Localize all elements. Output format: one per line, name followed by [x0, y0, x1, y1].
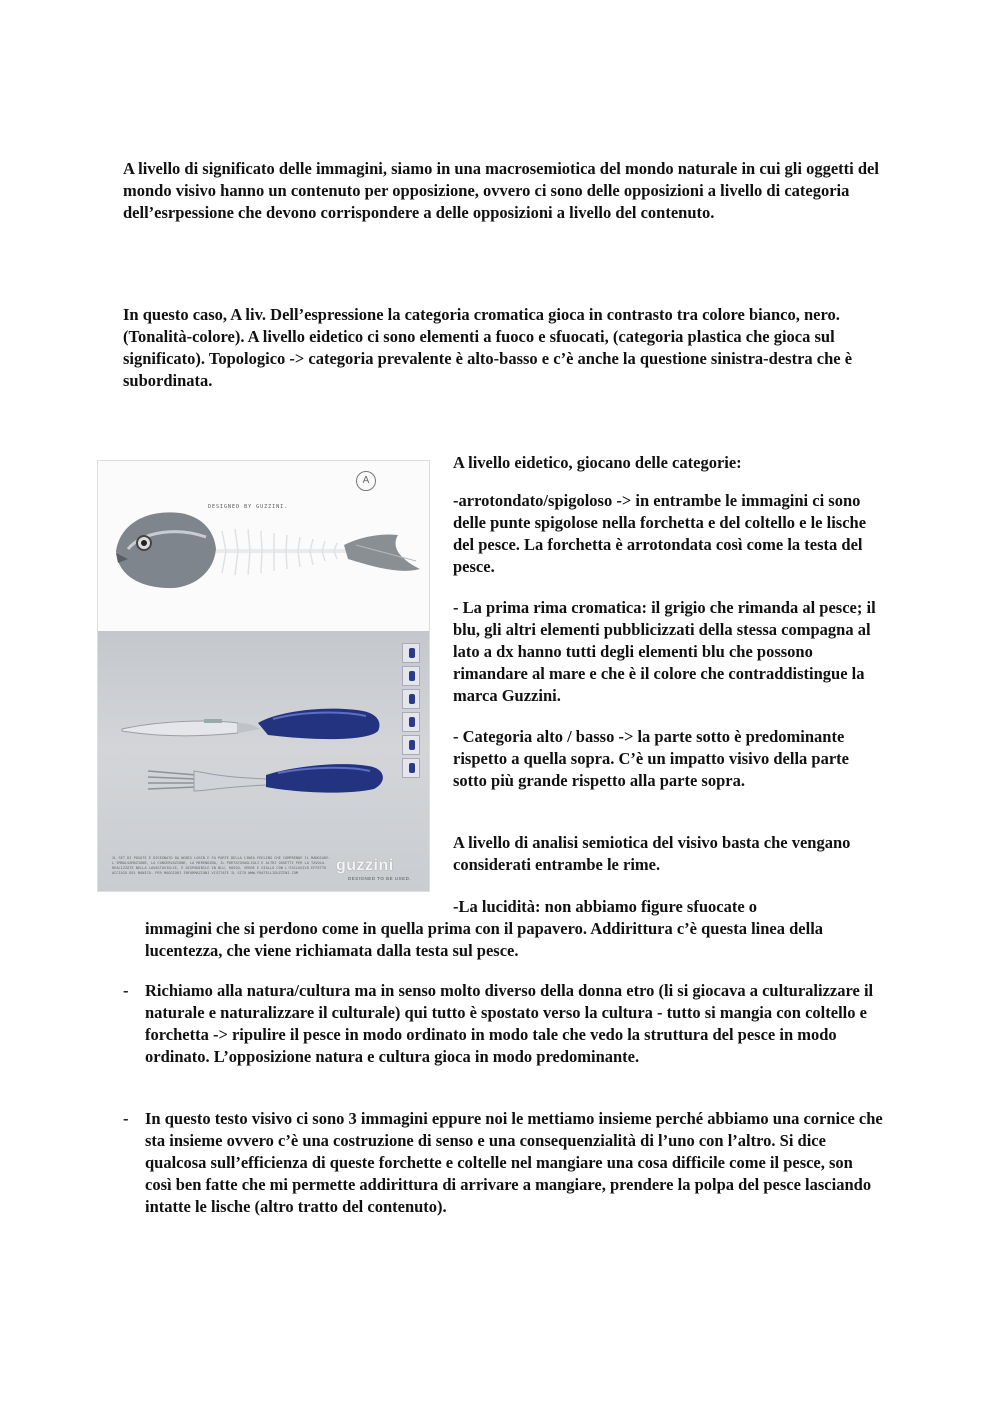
arrotondato-paragraph: -arrotondato/spigoloso -> in entrambe le immagini ci sono delle punte spigolose nella forchetta e del coltello e le lische del pesce. La forchetta è arrotondata così come la testa del pesce. — [453, 491, 867, 576]
product-thumbnail — [402, 643, 420, 663]
rima-cromatica-paragraph: - La prima rima cromatica: il grigio che rimanda al pesce; il blu, gli altri elementi pubblicizzati della stessa compagna al lato a dx hanno tutti degli elementi blu che possono rimandare al mare e che è il colore che contraddistingue la marca Guzzini. — [453, 598, 876, 705]
ad-tagline: DESIGNED TO BE USED. — [348, 876, 412, 881]
fish-skeleton-icon — [116, 512, 420, 588]
product-thumbnail — [402, 666, 420, 686]
bullet-dash: - — [123, 1109, 129, 1128]
product-thumbnail — [402, 758, 420, 778]
expression-paragraph: In questo caso, A liv. Dell’espressione la categoria cromatica gioca in contrasto tra colore bianco, nero. (Tonalità-colore). A livello eidetico ci sono elementi a fuoco e sfuocati, (categoria plastica che gioca sul significato). Topologico -> categoria prevalente è alto-basso e c’è anche la questione sinistra-destra che è subordinata. — [123, 305, 853, 390]
bullet-dash: - — [123, 981, 129, 1000]
bullet-text: Richiamo alla natura/cultura ma in senso molto diverso della donna etro (li si giocava a culturalizzare il naturale e naturalizzare il culturale) qui tutto è spostato verso la cultura - tutto si mangia con coltello e forchetta -> ripulire il pesce in modo ordinato in modo tale che vedo la struttura del pesce in modo ordinato. L’opposizione natura e cultura gioca in modo predominante. — [145, 981, 874, 1066]
guzzini-advertisement-image — [97, 460, 430, 892]
product-thumbnail — [402, 689, 420, 709]
designed-by-label: DESIGNED BY GUZZINI. — [208, 504, 289, 510]
ad-body-copy: IL SET DI POSATE È DISEGNATO DA NOBIS LOSIN E FA PARTE DELLA LINEA FEELING CHE COMPRENDE IL MANGIARE. L'IMBALSAMAZIONE, LA CONSERVAZIONE, LA MERENDINA, IL PORTATOVAGLIOLI E ALTRI OGGETTI PER LA TAVOLA. REALIZZATE NELLA LAVASTOVIGLIE, È DISPONIBILE IN BLU, ROSSO, VERDE E GIALLO CON L'ESCLUSIVO EFFETTO ACCIAIO DEL MANICO. PER MAGGIORI INFORMAZIONI VISITATE IL SITO WWW.FRATELLIGUZZINI.COM — [112, 856, 331, 875]
eidetico-heading: A livello eidetico, giocano delle categorie: — [453, 453, 742, 472]
bullet-item — [123, 1108, 883, 1218]
fork-icon — [148, 764, 383, 792]
knife-icon — [122, 709, 379, 739]
bullet-item — [123, 980, 883, 1068]
analisi-paragraph: A livello di analisi semiotica del visivo basta che vengano considerati entrambe le rime. — [453, 833, 851, 874]
lucidita-continuation: immagini che si perdono come in quella prima con il papavero. Addirittura c’è questa linea della lucentezza, che viene richiamata dalla testa sul pesce. — [145, 919, 824, 960]
product-thumbnail — [402, 712, 420, 732]
alto-basso-paragraph: - Categoria alto / basso -> la parte sotto è predominante rispetto a quella sopra. C’è un impatto visivo della parte sotto più grande rispetto alla parte sopra. — [453, 727, 849, 790]
product-thumbnails — [402, 643, 420, 781]
bullet-text: In questo testo visivo ci sono 3 immagini eppure noi le mettiamo insieme perché abbiamo una cornice che sta insieme ovvero c’è una costruzione di senso e una consequenzialità di l’uno con l’altro. Si dice qualcosa sull’efficienza di queste forchette e coltelle nel mangiare una cosa difficile come il pesce, son così ben fatte che mi permette addirittura di arrivare a mangiare, prendere la polpa del pesce lasciando intatte le lische (altro tratto del contenuto). — [145, 1109, 883, 1216]
lucidita-start: -La lucidità: non abbiamo figure sfuocate o — [453, 897, 758, 916]
circle-a-label: A — [356, 471, 376, 491]
intro-paragraph: A livello di significato delle immagini, siamo in una macrosemiotica del mondo naturale in cui gli oggetti del mondo visivo hanno un contenuto per opposizione, ovvero ci sono delle opposizioni a livello di categoria dell’esrpessione che devono corrispondere a delle opposizioni a livello del contenuto. — [123, 159, 879, 222]
ad-illustration — [98, 461, 430, 892]
product-thumbnail — [402, 735, 420, 755]
guzzini-logo: guzzini — [336, 857, 394, 874]
